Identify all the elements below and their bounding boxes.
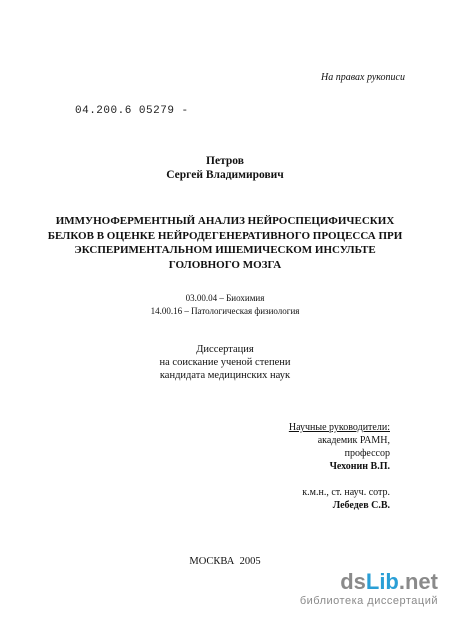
specialty: 03.00.04 – Биохимия bbox=[185, 293, 265, 303]
specialties bbox=[0, 292, 450, 318]
watermark-part: ds bbox=[340, 569, 366, 594]
specialty: 14.00.16 – Патологическая физиология bbox=[150, 306, 300, 316]
watermark-part: Lib bbox=[365, 569, 399, 594]
supervisors-block bbox=[289, 421, 390, 512]
degree-line: кандидата медицинских наук bbox=[159, 370, 291, 381]
watermark-subtitle: библиотека диссертаций bbox=[299, 595, 438, 607]
dissertation-title bbox=[20, 214, 430, 272]
supervisor-name: Лебедев С.В. bbox=[332, 500, 390, 511]
spacer bbox=[289, 473, 390, 486]
watermark-title bbox=[270, 570, 438, 594]
author-block bbox=[0, 154, 450, 182]
library-code: 04.200.6 05279 - bbox=[75, 105, 189, 117]
title-line: ГОЛОВНОГО МОЗГА bbox=[168, 258, 282, 271]
title-line: БЕЛКОВ В ОЦЕНКЕ НЕЙРОДЕГЕНЕРАТИВНОГО ПРОЦЕССА ПРИ bbox=[47, 229, 403, 242]
title-line: ИММУНОФЕРМЕНТНЫЙ АНАЛИЗ НЕЙРОСПЕЦИФИЧЕСКИХ bbox=[55, 215, 395, 227]
supervisors-heading: Научные руководители: bbox=[288, 422, 390, 433]
supervisor-title: профессор bbox=[344, 448, 390, 459]
author-full-name: Сергей Владимирович bbox=[166, 169, 284, 181]
place-year: МОСКВА 2005 bbox=[189, 556, 261, 567]
watermark-logo bbox=[270, 570, 438, 607]
degree-line: на соискание ученой степени bbox=[159, 357, 291, 368]
rights-note: На правах рукописи bbox=[321, 72, 405, 83]
author-last-name: Петров bbox=[206, 155, 244, 167]
degree-line: Диссертация bbox=[196, 344, 254, 355]
degree-statement bbox=[0, 343, 450, 382]
supervisor-name: Чехонин В.П. bbox=[329, 461, 390, 472]
supervisor-title: академик РАМН, bbox=[317, 435, 390, 446]
supervisor-title: к.м.н., ст. науч. сотр. bbox=[302, 487, 390, 498]
watermark-part: .net bbox=[398, 569, 438, 594]
title-line: ЭКСПЕРИМЕНТАЛЬНОМ ИШЕМИЧЕСКОМ ИНСУЛЬТЕ bbox=[74, 244, 376, 256]
